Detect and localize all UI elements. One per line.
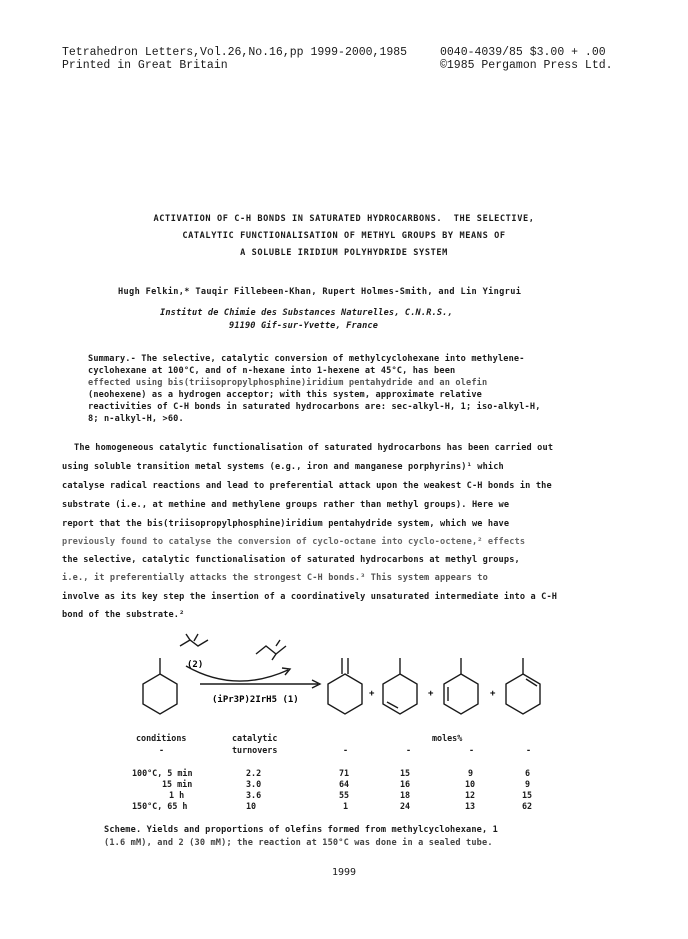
title-line-1: ACTIVATION OF C-H BONDS IN SATURATED HYDROCARBONS. THE SELECTIVE, [153,214,535,224]
row-mole: 18 [400,790,411,800]
header-conditions: conditions [136,733,187,743]
header-moles: moles% [432,733,463,743]
scheme-caption-line-2: (1.6 mM), and 2 (30 mM); the reaction at 150°C was done in a sealed tube. [104,838,493,848]
header-dash: - [469,745,475,755]
row-mole: 16 [400,779,411,789]
acceptor-label: (2) [187,660,204,670]
summary-line: reactivities of C-H bonds in saturated hydrocarbons are: sec-alkyl-H, 1; iso-alkyl-H, [88,402,541,412]
row-mole: 62 [522,801,533,811]
header-dash: - [159,745,165,755]
row-turnovers: 3.6 [246,790,262,800]
catalyst-label: (iPr3P)2IrH5 (1) [212,695,299,705]
row-mole: 12 [465,790,476,800]
row-conditions: 15 min [162,779,193,789]
plus-sign: + [428,689,434,699]
body-line: the selective, catalytic functionalisation of saturated hydrocarbons at methyl groups, [62,555,520,565]
row-mole: 9 [525,779,531,789]
row-turnovers: 2.2 [246,768,262,778]
summary-line: effected using bis(triisopropylphosphine)iridium pentahydride and an olefin [88,378,488,388]
header-turnovers: turnovers [232,745,278,755]
reaction-scheme [0,630,688,730]
methylcyclohexene-3-structure [444,658,478,714]
row-mole: 15 [400,768,411,778]
body-line: catalyse radical reactions and lead to preferential attack upon the weakest C-H bonds in the [62,481,552,491]
body-line: report that the bis(triisopropylphosphine)iridium pentahydride system, which we have [62,519,510,529]
plus-sign: + [369,689,375,699]
summary-line: Summary.- The selective, catalytic conversion of methylcyclohexane into methylene- [88,354,525,364]
page-number: 1999 [331,867,357,878]
header-dash: - [526,745,532,755]
row-turnovers: 10 [246,801,257,811]
row-conditions: 100°C, 5 min [132,768,193,778]
printed-location: Printed in Great Britain [62,59,228,72]
row-mole: 13 [465,801,476,811]
methylenecyclohexane-structure [328,658,362,714]
summary-line: 8; n-alkyl-H, >60. [88,414,184,424]
body-line: The homogeneous catalytic functionalisation of saturated hydrocarbons has been carried out [74,443,554,453]
issn-price: 0040-4039/85 $3.00 + .00 [440,46,606,59]
header-catalytic: catalytic [232,733,278,743]
affiliation-line-2: 91190 Gif-sur-Yvette, France [229,321,379,331]
row-mole: 1 [343,801,349,811]
title-line-2: CATALYTIC FUNCTIONALISATION OF METHYL GROUPS BY MEANS OF [182,231,506,241]
row-conditions: 150°C, 65 h [132,801,188,811]
methylcyclohexene-1-structure [506,658,540,714]
copyright: ©1985 Pergamon Press Ltd. [440,59,613,72]
row-mole: 10 [465,779,476,789]
row-mole: 6 [525,768,531,778]
body-line: involve as its key step the insertion of a coordinatively unsaturated intermediate into a C-H [62,592,558,602]
row-mole: 9 [468,768,474,778]
methylcyclohexene-4-structure [383,658,417,714]
affiliation-line-1: Institut de Chimie des Substances Naturelles, C.N.R.S., [160,308,453,318]
plus-sign: + [490,689,496,699]
neohexene-structure [180,634,208,646]
journal-citation: Tetrahedron Letters,Vol.26,No.16,pp 1999-2000,1985 [62,46,408,59]
header-dash: - [406,745,412,755]
body-line: previously found to catalyse the conversion of cyclo-octane into cyclo-octene,² effects [62,537,526,547]
summary-line: (neohexene) as a hydrogen acceptor; with this system, approximate relative [88,390,482,400]
body-line: using soluble transition metal systems (e.g., iron and manganese porphyrins)¹ which [62,462,504,472]
title-line-3: A SOLUBLE IRIDIUM POLYHYDRIDE SYSTEM [240,248,448,258]
authors: Hugh Felkin,* Tauqir Fillebeen-Khan, Rupert Holmes-Smith, and Lin Yingrui [118,287,522,297]
row-mole: 55 [339,790,350,800]
methylcyclohexane-structure [143,658,177,714]
body-line: substrate (i.e., at methine and methylene groups rather than methyl groups). Here we [62,500,510,510]
row-turnovers: 3.0 [246,779,262,789]
row-conditions: 1 h [169,790,185,800]
row-mole: 15 [522,790,533,800]
header-dash: - [343,745,349,755]
row-mole: 64 [339,779,350,789]
scheme-caption-line-1: Scheme. Yields and proportions of olefins formed from methylcyclohexane, 1 [104,825,498,835]
neohexane-structure [256,640,286,660]
body-line: bond of the substrate.² [62,610,185,620]
body-line: i.e., it preferentially attacks the strongest C-H bonds.³ This system appears to [62,573,488,583]
row-mole: 71 [339,768,350,778]
summary-line: cyclohexane at 100°C, and of n-hexane into 1-hexene at 45°C, has been [88,366,456,376]
row-mole: 24 [400,801,411,811]
